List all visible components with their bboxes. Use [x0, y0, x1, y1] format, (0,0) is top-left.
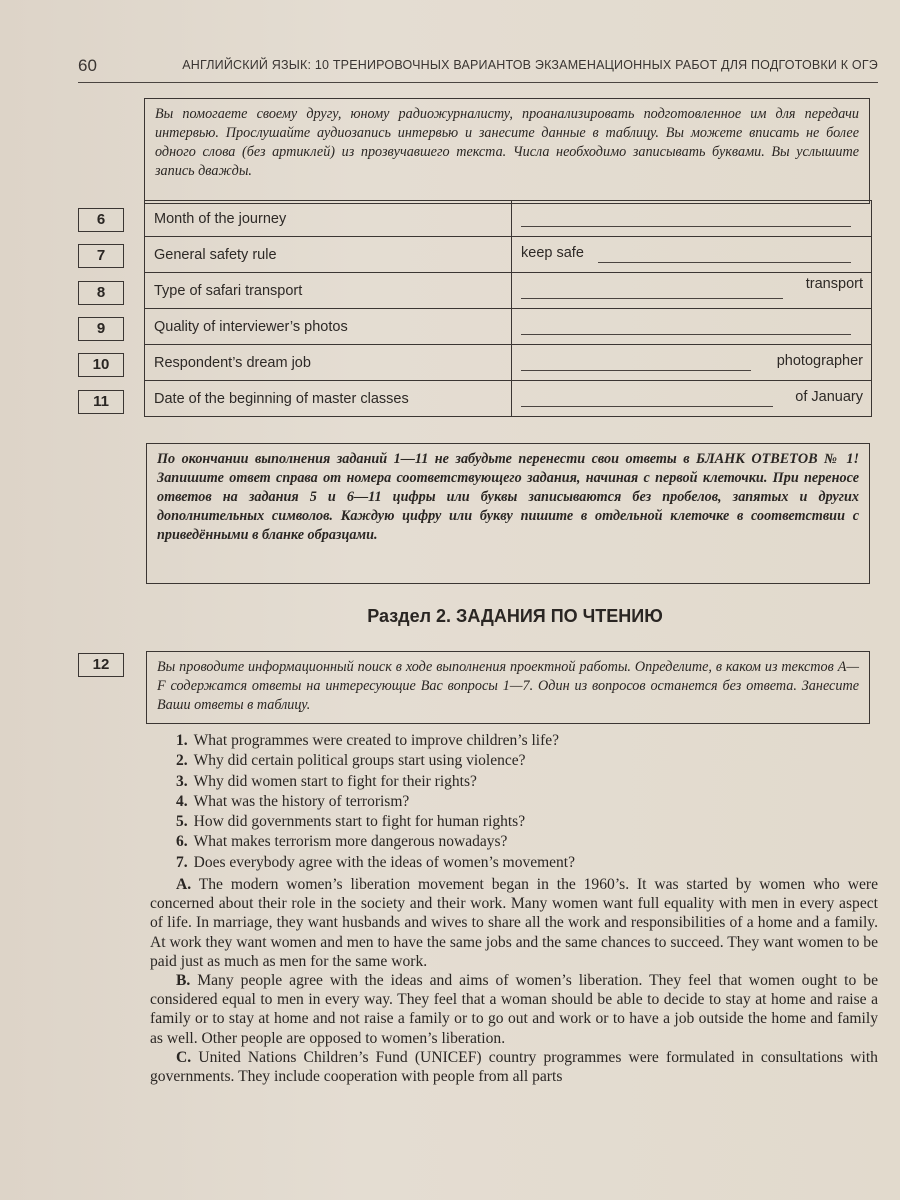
- text-paragraph: [150, 1048, 878, 1086]
- listening-instruction: Вы помогаете своему другу, юному радиожурналисту, проанализировать подготовленное им для передачи интервью. Прослушайте аудиозапись интервью и занесите данные в таблицу. Вы можете вписать не более одного слова (без артиклей) из прозвучавшего текста. Числа необходимо записывать буквами. Вы услышите запись дважды.: [155, 106, 859, 179]
- table-question: Month of the journey: [145, 201, 512, 237]
- text-paragraph: [150, 971, 878, 1048]
- table-question: Type of safari transport: [145, 273, 512, 309]
- answer-suffix: of January: [795, 389, 863, 405]
- reminder-text: По окончании выполнения заданий 1—11 не забудьте перенести свои ответы в БЛАНК ОТВЕТОВ № 1! Запишите ответ справа от номера соответствующего задания, начиная с первой клеточки. При переносе ответов на задания 5 и 6—11 цифры или буквы записываются без пробелов, запятых и других дополнительных символов. Каждую цифру или букву пишите в отдельной клеточке в соответствии с приведёнными в бланке образцами.: [157, 451, 859, 543]
- text-paragraph: [150, 875, 878, 971]
- section-title: Раздел 2. ЗАДАНИЯ ПО ЧТЕНИЮ: [367, 606, 663, 626]
- question-text: Why did women start to fight for their rights?: [193, 772, 477, 790]
- text-letter: B.: [176, 972, 191, 990]
- question-text: How did governments start to fight for human rights?: [193, 813, 526, 831]
- list-item: [176, 792, 575, 812]
- answer-suffix: transport: [805, 276, 863, 292]
- task-number-6: 6: [78, 208, 124, 232]
- answer-suffix: photographer: [776, 353, 863, 369]
- text-letter: A.: [176, 876, 192, 893]
- task-number-9: 9: [78, 317, 124, 341]
- answer-cell[interactable]: [512, 237, 872, 273]
- answer-cell[interactable]: [512, 201, 872, 237]
- table-row: [145, 273, 872, 309]
- question-number: 1.: [176, 732, 188, 749]
- question-text: Why did certain political groups start using violence?: [193, 752, 526, 770]
- task-number-12: 12: [78, 653, 124, 677]
- question-number: 4.: [176, 792, 188, 810]
- answer-cell[interactable]: [512, 345, 872, 381]
- page-number: 60: [78, 56, 97, 75]
- answer-blank-line: [521, 370, 751, 371]
- question-number: 3.: [176, 772, 188, 790]
- question-number: 5.: [176, 813, 188, 831]
- table-question: Quality of interviewer’s photos: [145, 309, 512, 345]
- table-row: [145, 237, 872, 273]
- task-number-7: 7: [78, 244, 124, 268]
- question-text: What programmes were created to improve children’s life?: [193, 732, 560, 749]
- question-number: 7.: [176, 853, 188, 871]
- answer-blank-line: [521, 298, 783, 299]
- question-number: 6.: [176, 833, 188, 851]
- table-row: [145, 309, 872, 345]
- page-header: [78, 56, 878, 83]
- table-question: General safety rule: [145, 237, 512, 273]
- question-number: 2.: [176, 752, 188, 770]
- list-item: [176, 751, 575, 771]
- listening-instruction-box: [144, 98, 870, 204]
- text-body: United Nations Children’s Fund (UNICEF) country programmes were formulated in consultations with governments. They include cooperation with people from all parts: [150, 1048, 878, 1086]
- listening-answer-table: [144, 200, 872, 417]
- answer-blank-line: [521, 226, 851, 227]
- running-title: АНГЛИЙСКИЙ ЯЗЫК: 10 ТРЕНИРОВОЧНЫХ ВАРИАНТОВ ЭКЗАМЕНАЦИОННЫХ РАБОТ ДЛЯ ПОДГОТОВКИ К ОГЭ: [182, 58, 878, 72]
- task-number-11: 11: [78, 390, 124, 414]
- table-question: Date of the beginning of master classes: [145, 381, 512, 417]
- text-letter: C.: [176, 1048, 192, 1066]
- table-row: [145, 381, 872, 417]
- list-item: [176, 832, 575, 852]
- reading-texts: [150, 875, 878, 1086]
- question-list: [176, 731, 575, 873]
- answer-cell[interactable]: [512, 273, 872, 309]
- reading-instruction: Вы проводите информационный поиск в ходе выполнения проектной работы. Определите, в каком из текстов A—F содержатся ответы на интересующие Вас вопросы 1—7. Один из вопросов останется без ответа. Занесите Ваши ответы в таблицу.: [157, 659, 859, 713]
- answer-cell[interactable]: [512, 381, 872, 417]
- text-body: Many people agree with the ideas and aims of women’s liberation. They feel that women ought to be considered equal to men in every way. They feel that a woman should be able to decide to stay at home and raise a family or to stay at home and not raise a family or to go out and work or to have a job outside the home and family as well. Other people are opposed to women’s liberation.: [150, 972, 878, 1047]
- text-body: The modern women’s liberation movement began in the 1960’s. It was started by women who were concerned about their role in the society and their work. Many women want full equality with men in every aspect of life. In marriage, they want husbands and wives to share all the work and responsibilities of a home and a family. At work they want women and men to have the same jobs and the same chances to succeed. They want women to be paid just as much as men for the same work.: [150, 876, 878, 970]
- reminder-box: [146, 443, 870, 584]
- answer-blank-line: [521, 334, 851, 335]
- list-item: [176, 772, 575, 792]
- list-item: [176, 731, 575, 751]
- answer-blank-line: [521, 406, 773, 407]
- list-item: [176, 853, 575, 873]
- reading-instruction-box: [146, 651, 870, 724]
- table-row: [145, 345, 872, 381]
- task-number-10: 10: [78, 353, 124, 377]
- table-row: [145, 201, 872, 237]
- list-item: [176, 812, 575, 832]
- answer-blank-line: [598, 262, 851, 263]
- table-question: Respondent’s dream job: [145, 345, 512, 381]
- question-text: What was the history of terrorism?: [193, 792, 410, 810]
- question-text: What makes terrorism more dangerous nowadays?: [193, 833, 508, 851]
- question-text: Does everybody agree with the ideas of women’s movement?: [193, 853, 575, 871]
- task-number-8: 8: [78, 281, 124, 305]
- answer-prefix: keep safe: [521, 245, 584, 261]
- answer-cell[interactable]: [512, 309, 872, 345]
